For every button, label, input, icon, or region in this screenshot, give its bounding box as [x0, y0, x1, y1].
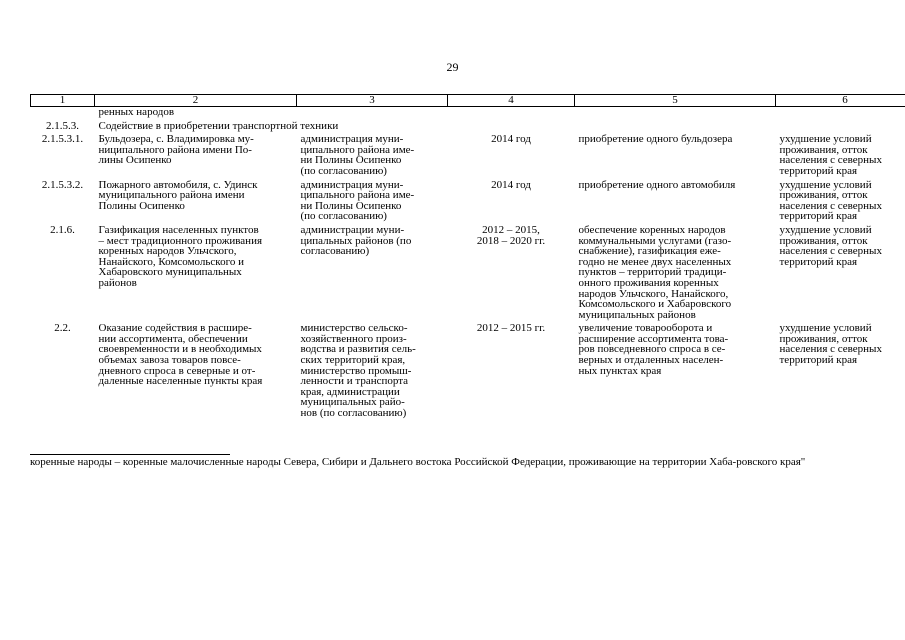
- item-period: 2014 год: [491, 178, 531, 191]
- item-number: 2.1.6.: [50, 223, 75, 236]
- item-consequence: ухудшение условий проживания, отток населения с северных территорий края: [779, 133, 882, 177]
- item-consequence: ухудшение условий проживания, отток населения с северных территорий края: [779, 322, 882, 367]
- item-name: Бульдозера, с. Владимировка му- ниципального района имени По- лины Осипенко: [98, 133, 254, 167]
- item-period: 2012 – 2015, 2018 – 2020 гг.: [476, 223, 546, 247]
- item-number: [31, 107, 95, 118]
- item-name: Газификация населенных пунктов – мест традиционного проживания коренных народов Ульчского, Нанайского, Комсомольского и Хабаровского муниципальных районов: [98, 223, 263, 289]
- column-number-header: [31, 95, 905, 107]
- item-name: Оказание содействия в расшире- нии ассортимента, обеспечении своевременности и в необходимых объемах завоза товаров повсе- дневного спроса в северные и от- даленные населенные пункты края: [98, 322, 263, 388]
- item-result: обеспечение коренных народов коммунальными услугами (газо- снабжение), газификация еже- годно не менее двух населенных пунктов – территорий традици- онного проживания коренных народов Ульчского, Нанайского, Комсомольского и Хабаровского муниципальных районов: [578, 223, 732, 321]
- table-row: [31, 131, 905, 176]
- item-executor: администрация муни- ципального района име- ни Полины Осипенко (по согласованию): [300, 178, 415, 223]
- item-executor: министерство сельско- хозяйственного произ- водства и развития сель- ских территорий края, министерство промыш- ленности и транспорта края, администрации муниципальных райо- нов (по согласованию): [300, 322, 416, 420]
- header-cell: 1: [31, 95, 95, 107]
- item-result: увеличение товарооборота и расширение ассортимента това- ров повседневного спроса в се- верных и отдаленных населен- ных пунктах края: [578, 322, 729, 377]
- item-executor: [297, 107, 448, 118]
- item-consequence: ухудшение условий проживания, отток населения с северных территорий края: [779, 223, 882, 268]
- plan-table: [30, 94, 905, 419]
- item-number: 2.1.5.3.2.: [41, 178, 84, 191]
- item-executor: администрация муни- ципального района име- ни Полины Осипенко (по согласованию): [300, 133, 415, 177]
- item-name: Пожарного автомобиля, с. Удинск муниципального района имени Полины Осипенко: [98, 178, 258, 212]
- item-executor: администрации муни- ципальных районов (по согласованию): [300, 223, 412, 258]
- item-period: 2012 – 2015 гг.: [476, 322, 546, 335]
- item-period: 2014 год: [491, 133, 531, 146]
- item-number: 2.2.: [54, 322, 71, 335]
- item-result: приобретение одного бульдозера: [578, 133, 733, 146]
- page-number: 29: [446, 60, 459, 74]
- header-cell: 2: [95, 95, 297, 107]
- table-row: [31, 320, 905, 418]
- header-cell: 4: [448, 95, 575, 107]
- header-cell: 3: [297, 95, 448, 107]
- item-consequence: [776, 107, 905, 118]
- item-name: ренных народов: [98, 106, 175, 118]
- header-cell: 5: [575, 95, 776, 107]
- item-result: [575, 107, 776, 118]
- table-row: [31, 177, 905, 222]
- item-number: 2.1.5.3.: [46, 119, 79, 132]
- footnote-divider: [30, 454, 230, 455]
- item-period: [448, 107, 575, 118]
- table-row: [31, 222, 905, 320]
- item-consequence: ухудшение условий проживания, отток населения с северных территорий края: [779, 178, 882, 223]
- item-result: приобретение одного автомобиля: [578, 178, 736, 191]
- item-number: 2.1.5.3.1.: [41, 133, 84, 146]
- header-cell: 6: [776, 95, 905, 107]
- table-row: [31, 107, 905, 118]
- item-name: Содействие в приобретении транспортной техники: [98, 119, 339, 132]
- table-row: [31, 118, 905, 132]
- footnote: коренные народы – коренные малочисленные народы Севера, Сибири и Дальнего востока Российской Федерации, проживающие на территории Хаба-ровского края": [30, 456, 806, 468]
